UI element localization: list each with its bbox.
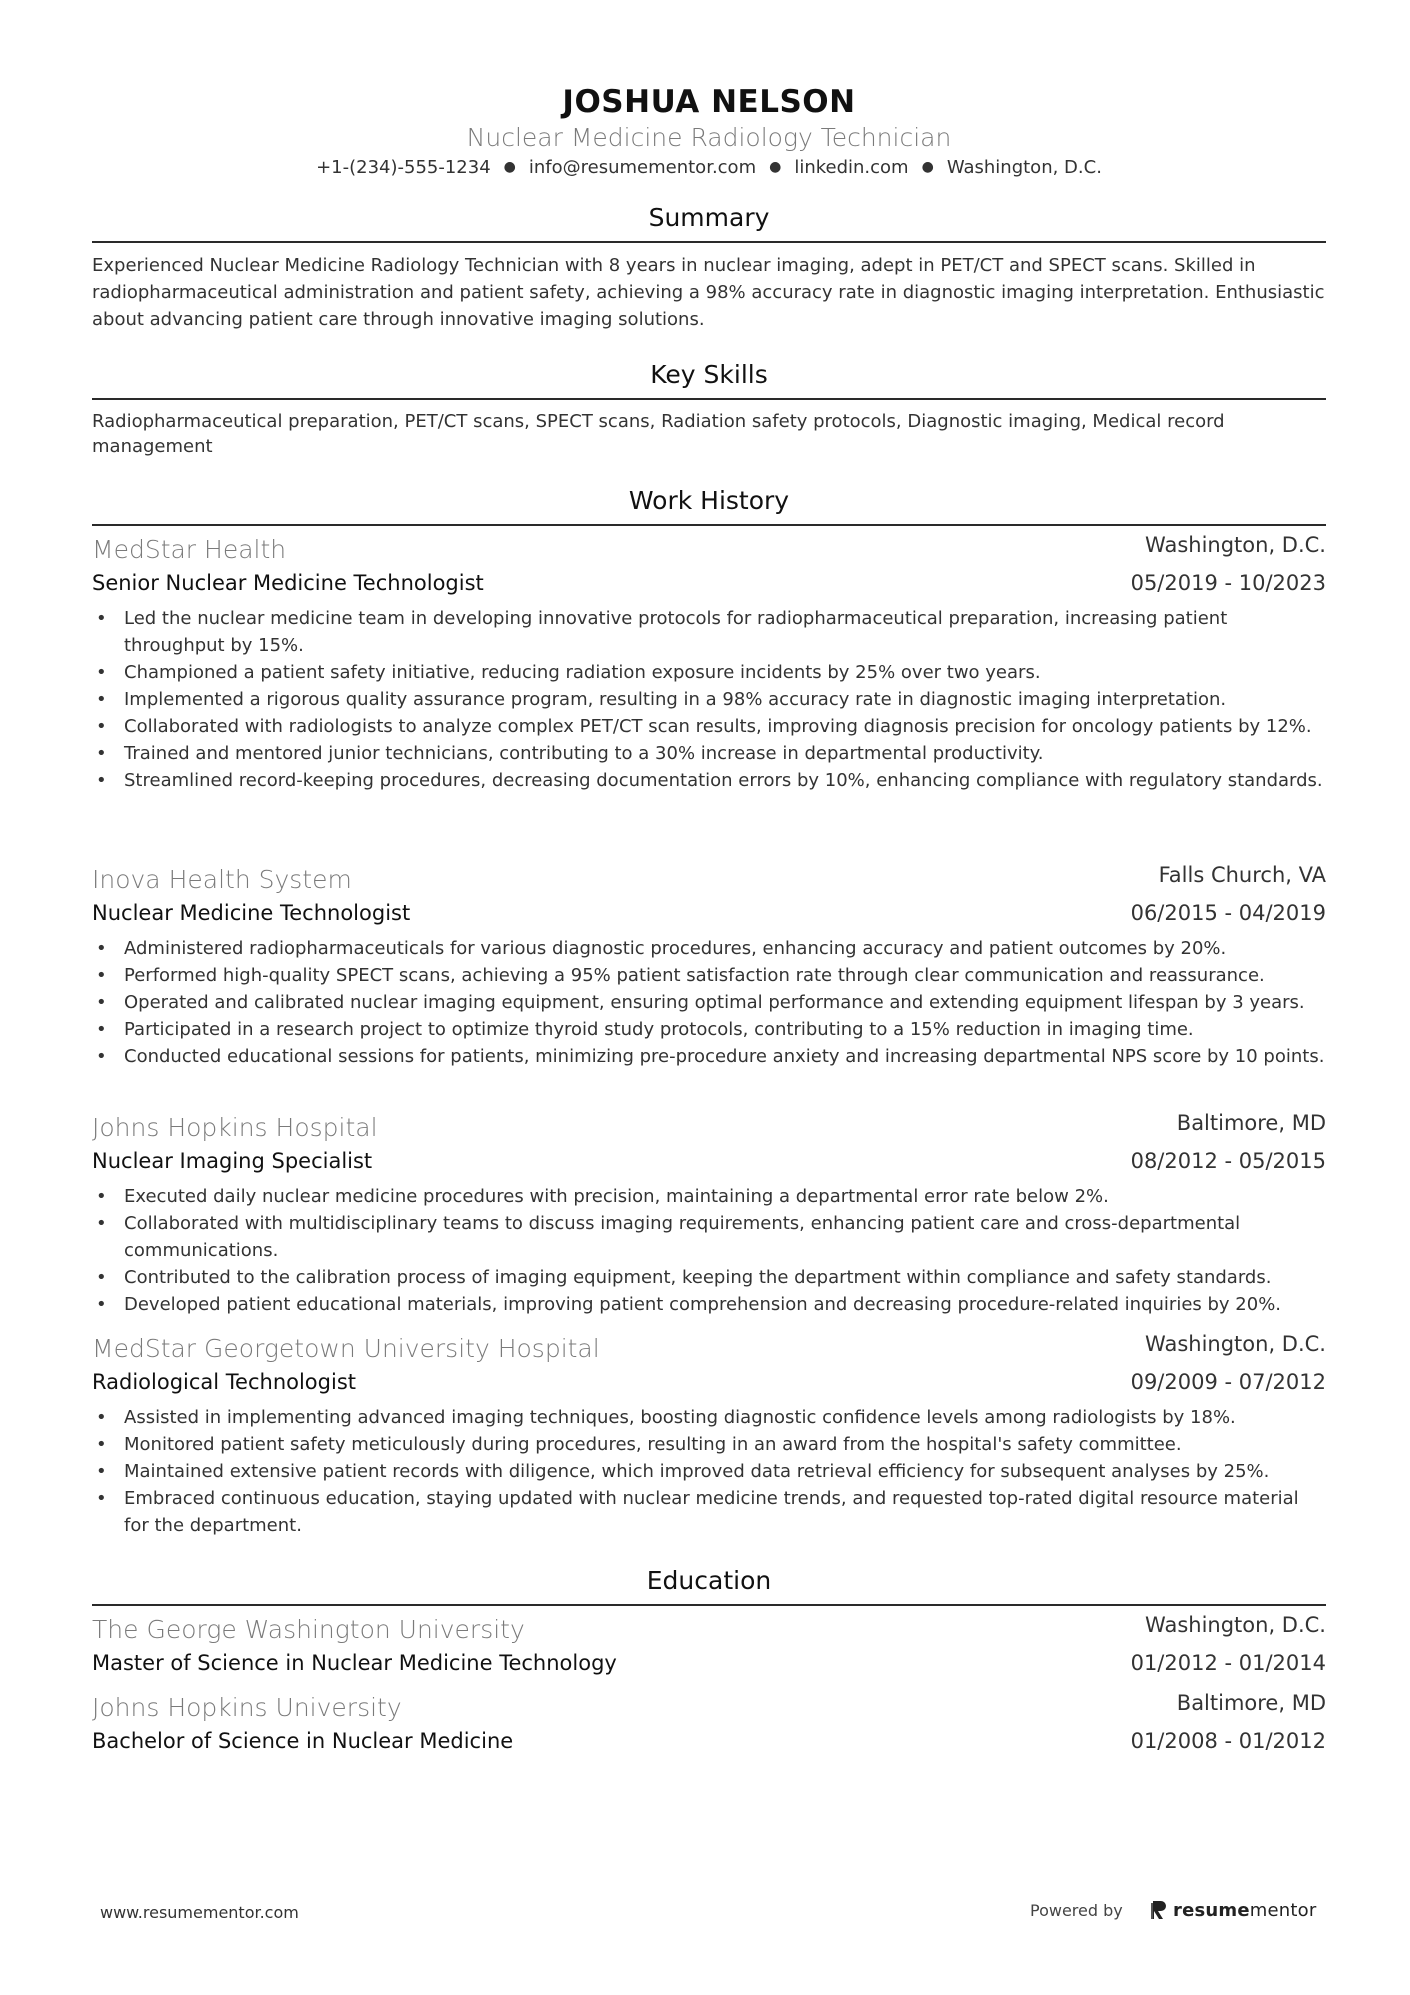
section-divider <box>92 241 1326 243</box>
work-heading: Work History <box>628 486 790 515</box>
candidate-name: JOSHUA NELSON <box>562 84 856 120</box>
degree-line <box>92 1651 1326 1679</box>
list-item: • Championed a patient safety initiative, reducing radiation exposure incidents by 25% over two years. <box>92 659 1326 686</box>
summary-heading: Summary <box>648 203 770 232</box>
contact-phone: +1-(234)-555-1234 <box>316 157 491 178</box>
list-item: • Streamlined record-keeping procedures, decreasing documentation errors by 10%, enhancing compliance with regulatory standards. <box>92 767 1326 794</box>
job-location: Falls Church, VA <box>1158 863 1326 887</box>
list-item: • Developed patient educational materials, improving patient comprehension and decreasing procedure-related inquiries by 20%. <box>92 1291 1326 1318</box>
footer-url[interactable]: www.resumementor.com <box>100 1903 299 1922</box>
logo-text-light: mentor <box>1249 1899 1317 1921</box>
contact-linkedin[interactable]: linkedin.com <box>794 157 909 178</box>
job-dates: 06/2015 - 04/2019 <box>1130 901 1326 925</box>
list-item: • Assisted in implementing advanced imaging techniques, boosting diagnostic confidence levels among radiologists by 18%. <box>92 1404 1326 1431</box>
resumementor-logo-icon <box>1150 1899 1168 1921</box>
job-bullets <box>92 1404 1326 1539</box>
section-divider <box>92 398 1326 400</box>
education-heading: Education <box>646 1566 772 1595</box>
degree-line <box>92 1729 1326 1757</box>
job-location: Washington, D.C. <box>1145 533 1326 557</box>
school-location: Baltimore, MD <box>1176 1691 1326 1715</box>
section-divider <box>92 1604 1326 1606</box>
job-dates: 05/2019 - 10/2023 <box>1130 571 1326 595</box>
job-role-line <box>92 1370 1326 1398</box>
list-item: • Trained and mentored junior technicians, contributing to a 30% increase in departmental productivity. <box>92 740 1326 767</box>
list-item: • Administered radiopharmaceuticals for various diagnostic procedures, enhancing accuracy and patient outcomes by 20%. <box>92 935 1326 962</box>
job-role: Nuclear Medicine Technologist <box>92 901 411 925</box>
list-item: • Collaborated with radiologists to analyze complex PET/CT scan results, improving diagnosis precision for oncology patients by 12%. <box>92 713 1326 740</box>
job-role: Radiological Technologist <box>92 1370 356 1394</box>
job-location: Washington, D.C. <box>1145 1332 1326 1356</box>
job-bullets <box>92 935 1326 1070</box>
degree-name: Master of Science in Nuclear Medicine Technology <box>92 1651 617 1675</box>
degree-dates: 01/2012 - 01/2014 <box>1130 1651 1326 1675</box>
list-item: • Participated in a research project to optimize thyroid study protocols, contributing to a 15% reduction in imaging time. <box>92 1016 1326 1043</box>
school-location: Washington, D.C. <box>1145 1613 1326 1637</box>
bullet-separator: ● <box>503 159 516 175</box>
list-item: • Monitored patient safety meticulously during procedures, resulting in an award from the hospital's safety committee. <box>92 1431 1326 1458</box>
bullet-separator: ● <box>921 159 934 175</box>
job-bullets <box>92 605 1326 794</box>
logo-text <box>1173 1900 1316 1921</box>
job-role: Nuclear Imaging Specialist <box>92 1149 373 1173</box>
job-header <box>92 1113 1326 1143</box>
skills-heading: Key Skills <box>650 360 768 389</box>
contact-location: Washington, D.C. <box>946 157 1102 178</box>
list-item: • Led the nuclear medicine team in developing innovative protocols for radiopharmaceutical preparation, increasing patient throughput by 15%. <box>92 605 1326 659</box>
job-header <box>92 865 1326 895</box>
job-dates: 09/2009 - 07/2012 <box>1130 1370 1326 1394</box>
list-item: • Conducted educational sessions for patients, minimizing pre-procedure anxiety and increasing departmental NPS score by 10 points. <box>92 1043 1326 1070</box>
school-name: Johns Hopkins University <box>92 1693 402 1722</box>
company-name: Inova Health System <box>92 865 352 894</box>
list-item: • Operated and calibrated nuclear imaging equipment, ensuring optimal performance and extending equipment lifespan by 3 years. <box>92 989 1326 1016</box>
summary-text: Experienced Nuclear Medicine Radiology Technician with 8 years in nuclear imaging, adept in PET/CT and SPECT scans. Skilled in radiopharmaceutical administration and patient safety, achieving a 98% accuracy rate in diagnostic imaging interpretation. Enthusiastic about advancing patient care through innovative imaging solutions. <box>92 255 1325 330</box>
bullet-separator: ● <box>769 159 782 175</box>
degree-dates: 01/2008 - 01/2012 <box>1130 1729 1326 1753</box>
company-name: MedStar Health <box>92 535 287 564</box>
powered-by-text: Powered by <box>1030 1901 1123 1920</box>
list-item: • Collaborated with multidisciplinary teams to discuss imaging requirements, enhancing patient care and cross-departmental communications. <box>92 1210 1326 1264</box>
list-item: • Maintained extensive patient records with diligence, which improved data retrieval efficiency for subsequent analyses by 25%. <box>92 1458 1326 1485</box>
school-name: The George Washington University <box>92 1615 525 1644</box>
job-role-line <box>92 901 1326 929</box>
job-location: Baltimore, MD <box>1176 1111 1326 1135</box>
degree-name: Bachelor of Science in Nuclear Medicine <box>92 1729 514 1753</box>
skills-text: Radiopharmaceutical preparation, PET/CT scans, SPECT scans, Radiation safety protocols, Diagnostic imaging, Medical record management <box>92 411 1225 457</box>
candidate-title: Nuclear Medicine Radiology Technician <box>466 123 952 152</box>
job-dates: 08/2012 - 05/2015 <box>1130 1149 1326 1173</box>
resumementor-logo[interactable] <box>1150 1898 1316 1922</box>
job-bullets <box>92 1183 1326 1318</box>
contact-line <box>92 157 1326 178</box>
education-header <box>92 1693 1326 1723</box>
contact-email[interactable]: info@resumementor.com <box>528 157 757 178</box>
list-item: • Contributed to the calibration process of imaging equipment, keeping the department within compliance and safety standards. <box>92 1264 1326 1291</box>
resume-page <box>92 0 1326 1995</box>
job-role: Senior Nuclear Medicine Technologist <box>92 571 484 595</box>
logo-text-bold: resume <box>1173 1899 1250 1921</box>
list-item: • Performed high-quality SPECT scans, achieving a 95% patient satisfaction rate through clear communication and reassurance. <box>92 962 1326 989</box>
job-role-line <box>92 1149 1326 1177</box>
company-name: Johns Hopkins Hospital <box>92 1113 378 1142</box>
list-item: • Executed daily nuclear medicine procedures with precision, maintaining a departmental error rate below 2%. <box>92 1183 1326 1210</box>
job-header <box>92 1334 1326 1364</box>
list-item: • Implemented a rigorous quality assurance program, resulting in a 98% accuracy rate in diagnostic imaging interpretation. <box>92 686 1326 713</box>
education-header <box>92 1615 1326 1645</box>
job-role-line <box>92 571 1326 599</box>
list-item: • Embraced continuous education, staying updated with nuclear medicine trends, and requested top-rated digital resource material for the department. <box>92 1485 1326 1539</box>
section-divider <box>92 524 1326 526</box>
company-name: MedStar Georgetown University Hospital <box>92 1334 600 1363</box>
job-header <box>92 535 1326 565</box>
